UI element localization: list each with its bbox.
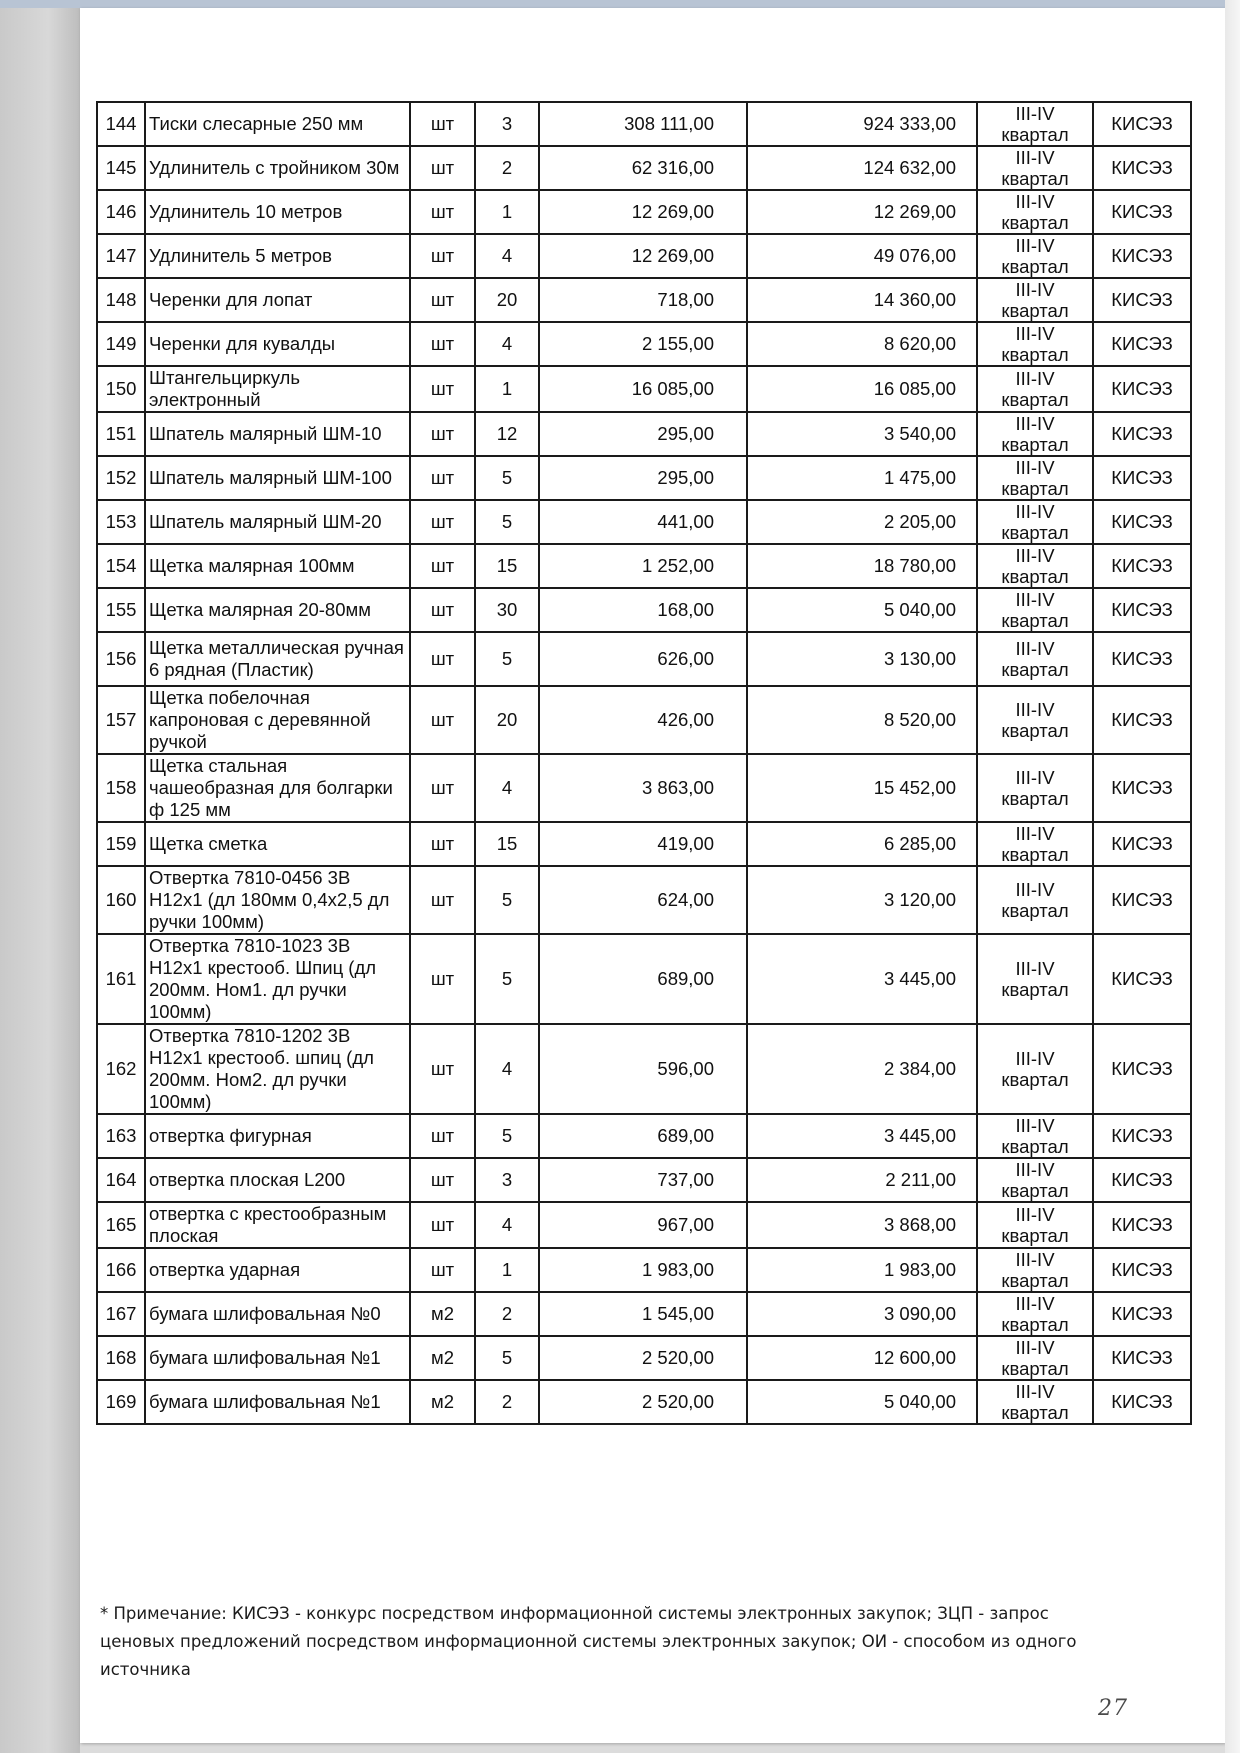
unit-cell: м2 [410, 1292, 475, 1336]
item-number-cell: 146 [97, 190, 145, 234]
period-quarters: III-IV [1015, 958, 1055, 979]
total-sum-cell: 14 360,00 [747, 278, 977, 322]
item-name-cell: Отвертка 7810-0456 3В Н12х1 (дл 180мм 0,4х2,5 дл ручки 100мм) [145, 866, 410, 934]
unit-cell: шт [410, 1248, 475, 1292]
period-quarters: III-IV [1015, 323, 1055, 344]
item-number-cell: 155 [97, 588, 145, 632]
quantity-cell: 30 [475, 588, 539, 632]
procurement-method-cell: КИСЭЗ [1093, 102, 1191, 146]
period-unit: квартал [1001, 720, 1069, 741]
unit-price-cell: 967,00 [539, 1202, 747, 1248]
period-unit: квартал [1001, 900, 1069, 921]
period-quarters: III-IV [1015, 823, 1055, 844]
period-cell [977, 146, 1093, 190]
period-unit: квартал [1001, 1180, 1069, 1201]
period-quarters: III-IV [1015, 638, 1055, 659]
unit-cell: шт [410, 1024, 475, 1114]
quantity-cell: 5 [475, 456, 539, 500]
unit-cell: шт [410, 632, 475, 686]
procurement-method-cell: КИСЭЗ [1093, 754, 1191, 822]
quantity-cell: 15 [475, 822, 539, 866]
unit-price-cell: 295,00 [539, 456, 747, 500]
unit-cell: шт [410, 1114, 475, 1158]
procurement-method-cell: КИСЭЗ [1093, 686, 1191, 754]
period-quarters: III-IV [1015, 501, 1055, 522]
total-sum-cell: 8 620,00 [747, 322, 977, 366]
item-number-cell: 160 [97, 866, 145, 934]
total-sum-cell: 2 205,00 [747, 500, 977, 544]
unit-price-cell: 626,00 [539, 632, 747, 686]
period-quarters: III-IV [1015, 368, 1055, 389]
period-cell [977, 544, 1093, 588]
item-number-cell: 161 [97, 934, 145, 1024]
unit-price-cell: 1 252,00 [539, 544, 747, 588]
item-number-cell: 168 [97, 1336, 145, 1380]
period-quarters: III-IV [1015, 767, 1055, 788]
period-unit: квартал [1001, 979, 1069, 1000]
table-row [97, 632, 1191, 686]
total-sum-cell: 8 520,00 [747, 686, 977, 754]
period-quarters: III-IV [1015, 1204, 1055, 1225]
unit-cell: шт [410, 1158, 475, 1202]
procurement-method-cell: КИСЭЗ [1093, 1380, 1191, 1424]
procurement-method-cell: КИСЭЗ [1093, 934, 1191, 1024]
period-unit: квартал [1001, 1270, 1069, 1291]
total-sum-cell: 18 780,00 [747, 544, 977, 588]
period-unit: квартал [1001, 1314, 1069, 1335]
table-row [97, 190, 1191, 234]
quantity-cell: 5 [475, 866, 539, 934]
period-cell [977, 190, 1093, 234]
table-row [97, 754, 1191, 822]
unit-price-cell: 624,00 [539, 866, 747, 934]
period-quarters: III-IV [1015, 1293, 1055, 1314]
procurement-method-cell: КИСЭЗ [1093, 866, 1191, 934]
quantity-cell: 4 [475, 322, 539, 366]
item-number-cell: 153 [97, 500, 145, 544]
item-name-cell: Удлинитель с тройником 30м [145, 146, 410, 190]
period-cell [977, 1114, 1093, 1158]
unit-cell: шт [410, 754, 475, 822]
item-name-cell: Удлинитель 5 метров [145, 234, 410, 278]
unit-cell: шт [410, 686, 475, 754]
table-row [97, 822, 1191, 866]
table-row [97, 544, 1191, 588]
item-number-cell: 162 [97, 1024, 145, 1114]
total-sum-cell: 3 120,00 [747, 866, 977, 934]
period-cell [977, 1024, 1093, 1114]
period-cell [977, 322, 1093, 366]
procurement-method-cell: КИСЭЗ [1093, 500, 1191, 544]
unit-cell: шт [410, 1202, 475, 1248]
procurement-method-cell: КИСЭЗ [1093, 1158, 1191, 1202]
item-number-cell: 148 [97, 278, 145, 322]
period-quarters: III-IV [1015, 1115, 1055, 1136]
item-number-cell: 163 [97, 1114, 145, 1158]
table-row [97, 278, 1191, 322]
table-row [97, 102, 1191, 146]
unit-cell: шт [410, 412, 475, 456]
unit-price-cell: 2 155,00 [539, 322, 747, 366]
period-quarters: III-IV [1015, 235, 1055, 256]
period-quarters: III-IV [1015, 103, 1055, 124]
total-sum-cell: 16 085,00 [747, 366, 977, 412]
table-row [97, 1024, 1191, 1114]
period-quarters: III-IV [1015, 147, 1055, 168]
total-sum-cell: 3 540,00 [747, 412, 977, 456]
quantity-cell: 3 [475, 1158, 539, 1202]
footnote-note: * Примечание: КИСЭЗ - конкурс посредством информационной системы электронных закупок; ЗЦП - запрос ценовых предложений посредством информационной системы электронных закупок; ОИ - способом из одного источника [100, 1604, 1077, 1679]
period-unit: квартал [1001, 610, 1069, 631]
unit-cell: шт [410, 366, 475, 412]
item-number-cell: 166 [97, 1248, 145, 1292]
total-sum-cell: 15 452,00 [747, 754, 977, 822]
quantity-cell: 15 [475, 544, 539, 588]
period-cell [977, 1248, 1093, 1292]
period-unit: квартал [1001, 1358, 1069, 1379]
quantity-cell: 5 [475, 934, 539, 1024]
table-row [97, 588, 1191, 632]
unit-price-cell: 1 545,00 [539, 1292, 747, 1336]
table-row [97, 1158, 1191, 1202]
item-name-cell: отвертка с крестообразным плоская [145, 1202, 410, 1248]
unit-price-cell: 295,00 [539, 412, 747, 456]
period-cell [977, 366, 1093, 412]
unit-price-cell: 3 863,00 [539, 754, 747, 822]
procurement-items-table [96, 101, 1192, 1425]
item-number-cell: 151 [97, 412, 145, 456]
period-unit: квартал [1001, 124, 1069, 145]
procurement-method-cell: КИСЭЗ [1093, 322, 1191, 366]
period-quarters: III-IV [1015, 1381, 1055, 1402]
period-quarters: III-IV [1015, 413, 1055, 434]
period-unit: квартал [1001, 844, 1069, 865]
item-number-cell: 164 [97, 1158, 145, 1202]
total-sum-cell: 49 076,00 [747, 234, 977, 278]
procurement-method-cell: КИСЭЗ [1093, 190, 1191, 234]
quantity-cell: 20 [475, 278, 539, 322]
period-cell [977, 754, 1093, 822]
total-sum-cell: 12 269,00 [747, 190, 977, 234]
period-unit: квартал [1001, 566, 1069, 587]
item-number-cell: 145 [97, 146, 145, 190]
item-number-cell: 144 [97, 102, 145, 146]
unit-price-cell: 12 269,00 [539, 190, 747, 234]
quantity-cell: 1 [475, 190, 539, 234]
unit-cell: м2 [410, 1336, 475, 1380]
total-sum-cell: 5 040,00 [747, 1380, 977, 1424]
period-quarters: III-IV [1015, 1249, 1055, 1270]
item-name-cell: Щетка малярная 100мм [145, 544, 410, 588]
page-edge-right [1225, 0, 1240, 1753]
item-name-cell: Штангельциркуль электронный [145, 366, 410, 412]
table-row [97, 1336, 1191, 1380]
quantity-cell: 5 [475, 1114, 539, 1158]
unit-cell: шт [410, 234, 475, 278]
quantity-cell: 20 [475, 686, 539, 754]
period-quarters: III-IV [1015, 1337, 1055, 1358]
item-name-cell: Черенки для лопат [145, 278, 410, 322]
table-row [97, 866, 1191, 934]
period-unit: квартал [1001, 788, 1069, 809]
period-unit: квартал [1001, 1069, 1069, 1090]
period-quarters: III-IV [1015, 545, 1055, 566]
scan-background-left [0, 0, 80, 1753]
quantity-cell: 2 [475, 1292, 539, 1336]
item-name-cell: Тиски слесарные 250 мм [145, 102, 410, 146]
unit-cell: шт [410, 822, 475, 866]
table-row [97, 146, 1191, 190]
table-row [97, 1114, 1191, 1158]
table-row [97, 1248, 1191, 1292]
unit-cell: шт [410, 102, 475, 146]
quantity-cell: 2 [475, 1380, 539, 1424]
quantity-cell: 2 [475, 146, 539, 190]
period-cell [977, 686, 1093, 754]
procurement-method-cell: КИСЭЗ [1093, 1292, 1191, 1336]
item-number-cell: 157 [97, 686, 145, 754]
unit-cell: шт [410, 322, 475, 366]
item-number-cell: 167 [97, 1292, 145, 1336]
total-sum-cell: 6 285,00 [747, 822, 977, 866]
unit-cell: м2 [410, 1380, 475, 1424]
unit-price-cell: 737,00 [539, 1158, 747, 1202]
period-cell [977, 456, 1093, 500]
total-sum-cell: 124 632,00 [747, 146, 977, 190]
unit-price-cell: 308 111,00 [539, 102, 747, 146]
procurement-method-cell: КИСЭЗ [1093, 1202, 1191, 1248]
period-cell [977, 412, 1093, 456]
table-row [97, 322, 1191, 366]
table-row [97, 1202, 1191, 1248]
period-cell [977, 102, 1093, 146]
unit-price-cell: 718,00 [539, 278, 747, 322]
total-sum-cell: 3 868,00 [747, 1202, 977, 1248]
unit-price-cell: 12 269,00 [539, 234, 747, 278]
period-quarters: III-IV [1015, 879, 1055, 900]
item-number-cell: 158 [97, 754, 145, 822]
period-unit: квартал [1001, 256, 1069, 277]
unit-price-cell: 689,00 [539, 1114, 747, 1158]
item-name-cell: Удлинитель 10 метров [145, 190, 410, 234]
item-number-cell: 152 [97, 456, 145, 500]
quantity-cell: 5 [475, 632, 539, 686]
table-row [97, 412, 1191, 456]
period-unit: квартал [1001, 1402, 1069, 1423]
unit-cell: шт [410, 544, 475, 588]
unit-price-cell: 441,00 [539, 500, 747, 544]
unit-cell: шт [410, 278, 475, 322]
item-name-cell: отвертка ударная [145, 1248, 410, 1292]
procurement-method-cell: КИСЭЗ [1093, 1024, 1191, 1114]
item-name-cell: бумага шлифовальная №1 [145, 1380, 410, 1424]
period-cell [977, 632, 1093, 686]
item-name-cell: Отвертка 7810-1202 3В Н12х1 крестооб. шпиц (дл 200мм. Ном2. дл ручки 100мм) [145, 1024, 410, 1114]
procurement-method-cell: КИСЭЗ [1093, 1248, 1191, 1292]
item-name-cell: отвертка плоская L200 [145, 1158, 410, 1202]
period-quarters: III-IV [1015, 191, 1055, 212]
period-cell [977, 1202, 1093, 1248]
unit-cell: шт [410, 588, 475, 632]
table-row [97, 234, 1191, 278]
period-quarters: III-IV [1015, 1159, 1055, 1180]
table-row [97, 686, 1191, 754]
procurement-method-cell: КИСЭЗ [1093, 1114, 1191, 1158]
unit-price-cell: 2 520,00 [539, 1336, 747, 1380]
item-name-cell: Шпатель малярный ШМ-10 [145, 412, 410, 456]
quantity-cell: 5 [475, 1336, 539, 1380]
procurement-method-cell: КИСЭЗ [1093, 234, 1191, 278]
procurement-method-cell: КИСЭЗ [1093, 146, 1191, 190]
procurement-method-cell: КИСЭЗ [1093, 412, 1191, 456]
item-number-cell: 165 [97, 1202, 145, 1248]
item-number-cell: 154 [97, 544, 145, 588]
procurement-method-cell: КИСЭЗ [1093, 588, 1191, 632]
period-unit: квартал [1001, 168, 1069, 189]
unit-cell: шт [410, 146, 475, 190]
item-number-cell: 159 [97, 822, 145, 866]
period-unit: квартал [1001, 212, 1069, 233]
item-name-cell: бумага шлифовальная №0 [145, 1292, 410, 1336]
table-row [97, 366, 1191, 412]
table-body [97, 102, 1191, 1424]
unit-price-cell: 419,00 [539, 822, 747, 866]
unit-price-cell: 2 520,00 [539, 1380, 747, 1424]
item-name-cell: Щетка сметка [145, 822, 410, 866]
procurement-method-cell: КИСЭЗ [1093, 544, 1191, 588]
unit-price-cell: 62 316,00 [539, 146, 747, 190]
item-number-cell: 156 [97, 632, 145, 686]
scan-background-top [0, 0, 1240, 8]
item-name-cell: бумага шлифовальная №1 [145, 1336, 410, 1380]
total-sum-cell: 2 211,00 [747, 1158, 977, 1202]
unit-price-cell: 596,00 [539, 1024, 747, 1114]
procurement-method-cell: КИСЭЗ [1093, 456, 1191, 500]
unit-cell: шт [410, 456, 475, 500]
quantity-cell: 4 [475, 754, 539, 822]
item-name-cell: Щетка металлическая ручная 6 рядная (Пластик) [145, 632, 410, 686]
period-quarters: III-IV [1015, 699, 1055, 720]
item-name-cell: Щетка стальная чашеобразная для болгарки ф 125 мм [145, 754, 410, 822]
table-row [97, 500, 1191, 544]
period-unit: квартал [1001, 478, 1069, 499]
period-cell [977, 500, 1093, 544]
item-name-cell: Отвертка 7810-1023 3В Н12х1 крестооб. Шпиц (дл 200мм. Ном1. дл ручки 100мм) [145, 934, 410, 1024]
unit-price-cell: 1 983,00 [539, 1248, 747, 1292]
total-sum-cell: 1 475,00 [747, 456, 977, 500]
period-unit: квартал [1001, 300, 1069, 321]
handwritten-page-number: 27 [1098, 1696, 1128, 1721]
period-cell [977, 1158, 1093, 1202]
period-unit: квартал [1001, 1225, 1069, 1246]
quantity-cell: 5 [475, 500, 539, 544]
period-quarters: III-IV [1015, 279, 1055, 300]
unit-price-cell: 426,00 [539, 686, 747, 754]
period-unit: квартал [1001, 344, 1069, 365]
unit-cell: шт [410, 500, 475, 544]
period-unit: квартал [1001, 1136, 1069, 1157]
period-cell [977, 1292, 1093, 1336]
item-number-cell: 169 [97, 1380, 145, 1424]
procurement-method-cell: КИСЭЗ [1093, 366, 1191, 412]
procurement-method-cell: КИСЭЗ [1093, 632, 1191, 686]
total-sum-cell: 3 130,00 [747, 632, 977, 686]
total-sum-cell: 2 384,00 [747, 1024, 977, 1114]
period-unit: квартал [1001, 522, 1069, 543]
total-sum-cell: 924 333,00 [747, 102, 977, 146]
item-number-cell: 149 [97, 322, 145, 366]
quantity-cell: 12 [475, 412, 539, 456]
procurement-method-cell: КИСЭЗ [1093, 1336, 1191, 1380]
quantity-cell: 1 [475, 366, 539, 412]
period-quarters: III-IV [1015, 589, 1055, 610]
unit-price-cell: 168,00 [539, 588, 747, 632]
item-name-cell: Шпатель малярный ШМ-100 [145, 456, 410, 500]
table-row [97, 1292, 1191, 1336]
item-number-cell: 150 [97, 366, 145, 412]
item-name-cell: Черенки для кувалды [145, 322, 410, 366]
period-cell [977, 1380, 1093, 1424]
period-cell [977, 234, 1093, 278]
quantity-cell: 4 [475, 1202, 539, 1248]
quantity-cell: 1 [475, 1248, 539, 1292]
total-sum-cell: 3 090,00 [747, 1292, 977, 1336]
table-row [97, 934, 1191, 1024]
unit-price-cell: 689,00 [539, 934, 747, 1024]
period-unit: квартал [1001, 434, 1069, 455]
total-sum-cell: 3 445,00 [747, 934, 977, 1024]
quantity-cell: 4 [475, 1024, 539, 1114]
unit-cell: шт [410, 866, 475, 934]
unit-price-cell: 16 085,00 [539, 366, 747, 412]
unit-cell: шт [410, 190, 475, 234]
period-cell [977, 278, 1093, 322]
total-sum-cell: 3 445,00 [747, 1114, 977, 1158]
procurement-method-cell: КИСЭЗ [1093, 278, 1191, 322]
period-unit: квартал [1001, 389, 1069, 410]
period-unit: квартал [1001, 659, 1069, 680]
item-name-cell: Щетка малярная 20-80мм [145, 588, 410, 632]
quantity-cell: 4 [475, 234, 539, 278]
item-number-cell: 147 [97, 234, 145, 278]
period-quarters: III-IV [1015, 457, 1055, 478]
period-cell [977, 588, 1093, 632]
period-cell [977, 866, 1093, 934]
total-sum-cell: 5 040,00 [747, 588, 977, 632]
period-cell [977, 1336, 1093, 1380]
total-sum-cell: 1 983,00 [747, 1248, 977, 1292]
unit-cell: шт [410, 934, 475, 1024]
table-row [97, 1380, 1191, 1424]
table-row [97, 456, 1191, 500]
procurement-method-cell: КИСЭЗ [1093, 822, 1191, 866]
item-name-cell: Щетка побелочная капроновая с деревянной ручкой [145, 686, 410, 754]
period-cell [977, 934, 1093, 1024]
period-cell [977, 822, 1093, 866]
item-name-cell: отвертка фигурная [145, 1114, 410, 1158]
total-sum-cell: 12 600,00 [747, 1336, 977, 1380]
item-name-cell: Шпатель малярный ШМ-20 [145, 500, 410, 544]
period-quarters: III-IV [1015, 1048, 1055, 1069]
quantity-cell: 3 [475, 102, 539, 146]
